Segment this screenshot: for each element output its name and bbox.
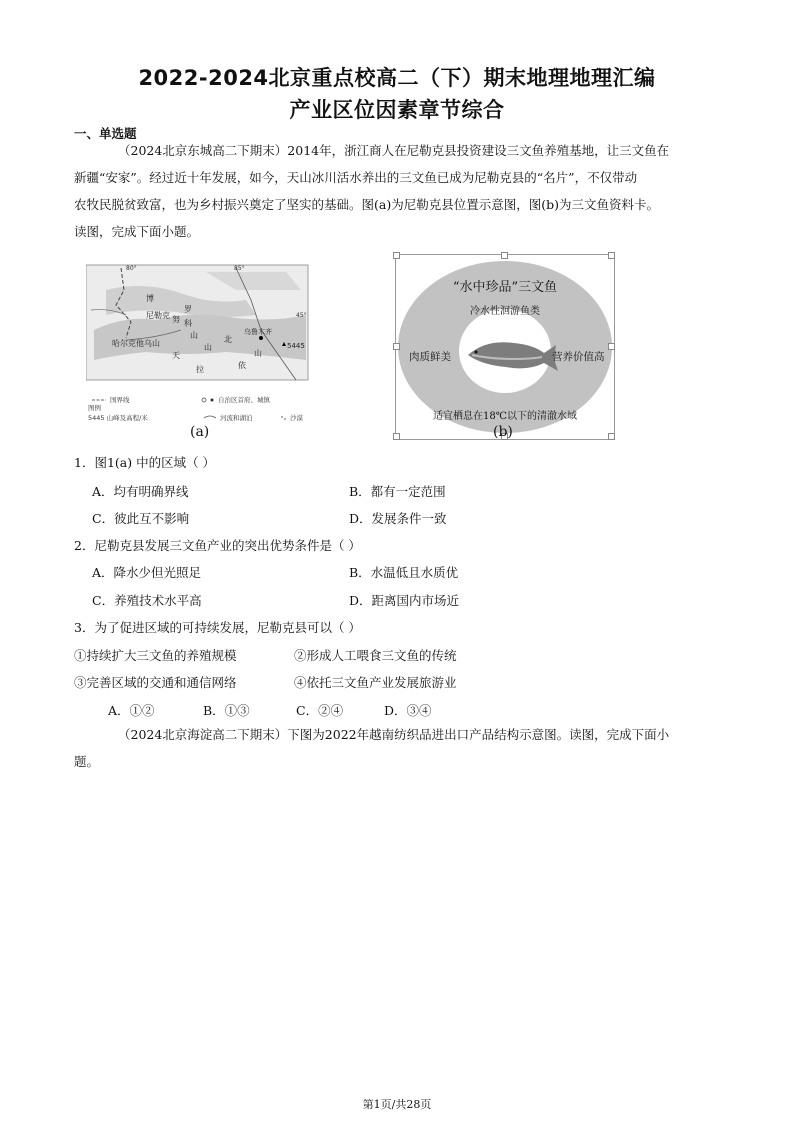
place-luo: 罗 <box>184 305 192 314</box>
place-shan1: 山 <box>190 331 198 340</box>
resize-handle-tc[interactable] <box>501 252 508 259</box>
q3-statement-2: ②形成人工喂食三文鱼的传统 <box>294 648 457 663</box>
q3-option-d[interactable]: D．③④ <box>384 703 432 718</box>
section-heading: 一、单选题 <box>74 126 137 141</box>
q1-option-c[interactable]: C．彼此互不影响 <box>92 511 190 526</box>
place-ke: 科 <box>184 319 192 328</box>
card-right-label: 营养价值高 <box>552 351 605 363</box>
intro-line-4: 读图，完成下面小题。 <box>74 224 200 239</box>
q3-statement-1: ①持续扩大三文鱼的养殖规模 <box>74 648 237 663</box>
map-svg <box>86 260 310 426</box>
card-left-label: 肉质鲜美 <box>409 351 451 363</box>
place-bo: 博 <box>146 294 154 303</box>
legend-title: 图例 <box>88 404 101 412</box>
intro-line-3: 农牧民脱贫致富，也为乡村振兴奠定了坚实的基础。图(a)为尼勒克县位置示意图，图(b)为三文鱼资料卡。 <box>74 197 659 212</box>
figure-a-map <box>86 260 310 426</box>
place-bei: 北 <box>224 335 232 344</box>
q3-option-c[interactable]: C．②④ <box>296 703 344 718</box>
q3-statement-3: ③完善区域的交通和通信网络 <box>74 675 237 690</box>
resize-handle-tl[interactable] <box>393 252 400 259</box>
page-title-line1: 2022-2024北京重点校高二（下）期末地理地理汇编 <box>138 66 656 90</box>
figure-b-card[interactable] <box>395 254 615 440</box>
q2-option-d[interactable]: D．距离国内市场近 <box>349 593 460 608</box>
resize-handle-ml[interactable] <box>393 343 400 350</box>
place-urumqi: 乌鲁木齐 <box>244 328 272 336</box>
resize-handle-mr[interactable] <box>608 343 615 350</box>
page-title-line2: 产业区位因素章节综合 <box>289 98 505 122</box>
resize-handle-tr[interactable] <box>608 252 615 259</box>
next-intro-line-2: 题。 <box>74 754 100 769</box>
q2-option-c[interactable]: C．养殖技术水平高 <box>92 593 202 608</box>
question-2-stem: 2．尼勒克县发展三文鱼产业的突出优势条件是（ ） <box>74 538 361 553</box>
question-3-stem: 3．为了促进区域的可持续发展，尼勒克县可以（ ） <box>74 620 361 635</box>
peak-5445: 5445 <box>287 342 305 350</box>
figure-b-caption: (b) <box>493 424 513 440</box>
lon-label-80: 80° <box>126 265 137 272</box>
place-hak: 哈尔克他乌山 <box>112 339 160 348</box>
resize-handle-br[interactable] <box>608 433 615 440</box>
q2-option-a[interactable]: A．降水少但光照足 <box>92 565 202 580</box>
question-1-stem: 1．图1(a) 中的区域（ ） <box>74 455 216 470</box>
card-title: “水中珍品”三文鱼 <box>452 280 558 295</box>
card-bottom-label: 适宜栖息在18℃以下的清澈水域 <box>433 411 577 422</box>
page-footer: 第1页/共28页 <box>362 1098 432 1111</box>
q1-option-a[interactable]: A．均有明确界线 <box>92 484 189 499</box>
resize-handle-bl[interactable] <box>393 433 400 440</box>
legend-river: 河流和湖泊 <box>220 414 253 422</box>
card-subtitle: 冷水性洄游鱼类 <box>470 306 540 317</box>
lon-label-85: 85° <box>234 265 245 272</box>
place-shan2: 山 <box>204 343 212 352</box>
q1-option-b[interactable]: B．都有一定范围 <box>349 484 446 499</box>
place-shan3: 山 <box>254 349 262 358</box>
next-intro-line-1: （2024北京海淀高二下期末）下图为2022年越南纺织品进出口产品结构示意图。读图，完成下面小 <box>118 727 670 742</box>
lat-label-45: 45° <box>296 312 307 319</box>
place-nilek: 尼勒克 <box>146 311 170 320</box>
place-nu: 努 <box>172 315 180 324</box>
place-yi: 依 <box>238 361 246 370</box>
legend-desert: 沙漠 <box>290 414 303 422</box>
q2-option-b[interactable]: B．水温低且水质优 <box>349 565 459 580</box>
intro-line-1: （2024北京东城高二下期末）2014年，浙江商人在尼勒克县投资建设三文鱼养殖基地，让三文鱼在 <box>118 143 670 158</box>
figure-a-caption: (a) <box>190 424 210 440</box>
q1-option-d[interactable]: D．发展条件一致 <box>349 511 447 526</box>
legend-capital: 自治区首府、城镇 <box>218 396 270 404</box>
q3-option-a[interactable]: A．①② <box>108 703 155 718</box>
legend-border: 国界线 <box>110 396 130 404</box>
place-la: 拉 <box>196 365 204 374</box>
legend-peak: 5445 山峰及高程/米 <box>88 414 148 422</box>
q3-statement-4: ④依托三文鱼产业发展旅游业 <box>294 675 457 690</box>
place-tian: 天 <box>172 351 180 360</box>
q3-option-b[interactable]: B．①③ <box>203 703 250 718</box>
intro-line-2: 新疆“安家”。经过近十年发展，如今，天山冰川活水养出的三文鱼已成为尼勒克县的“名片”，不仅带动 <box>74 170 638 185</box>
